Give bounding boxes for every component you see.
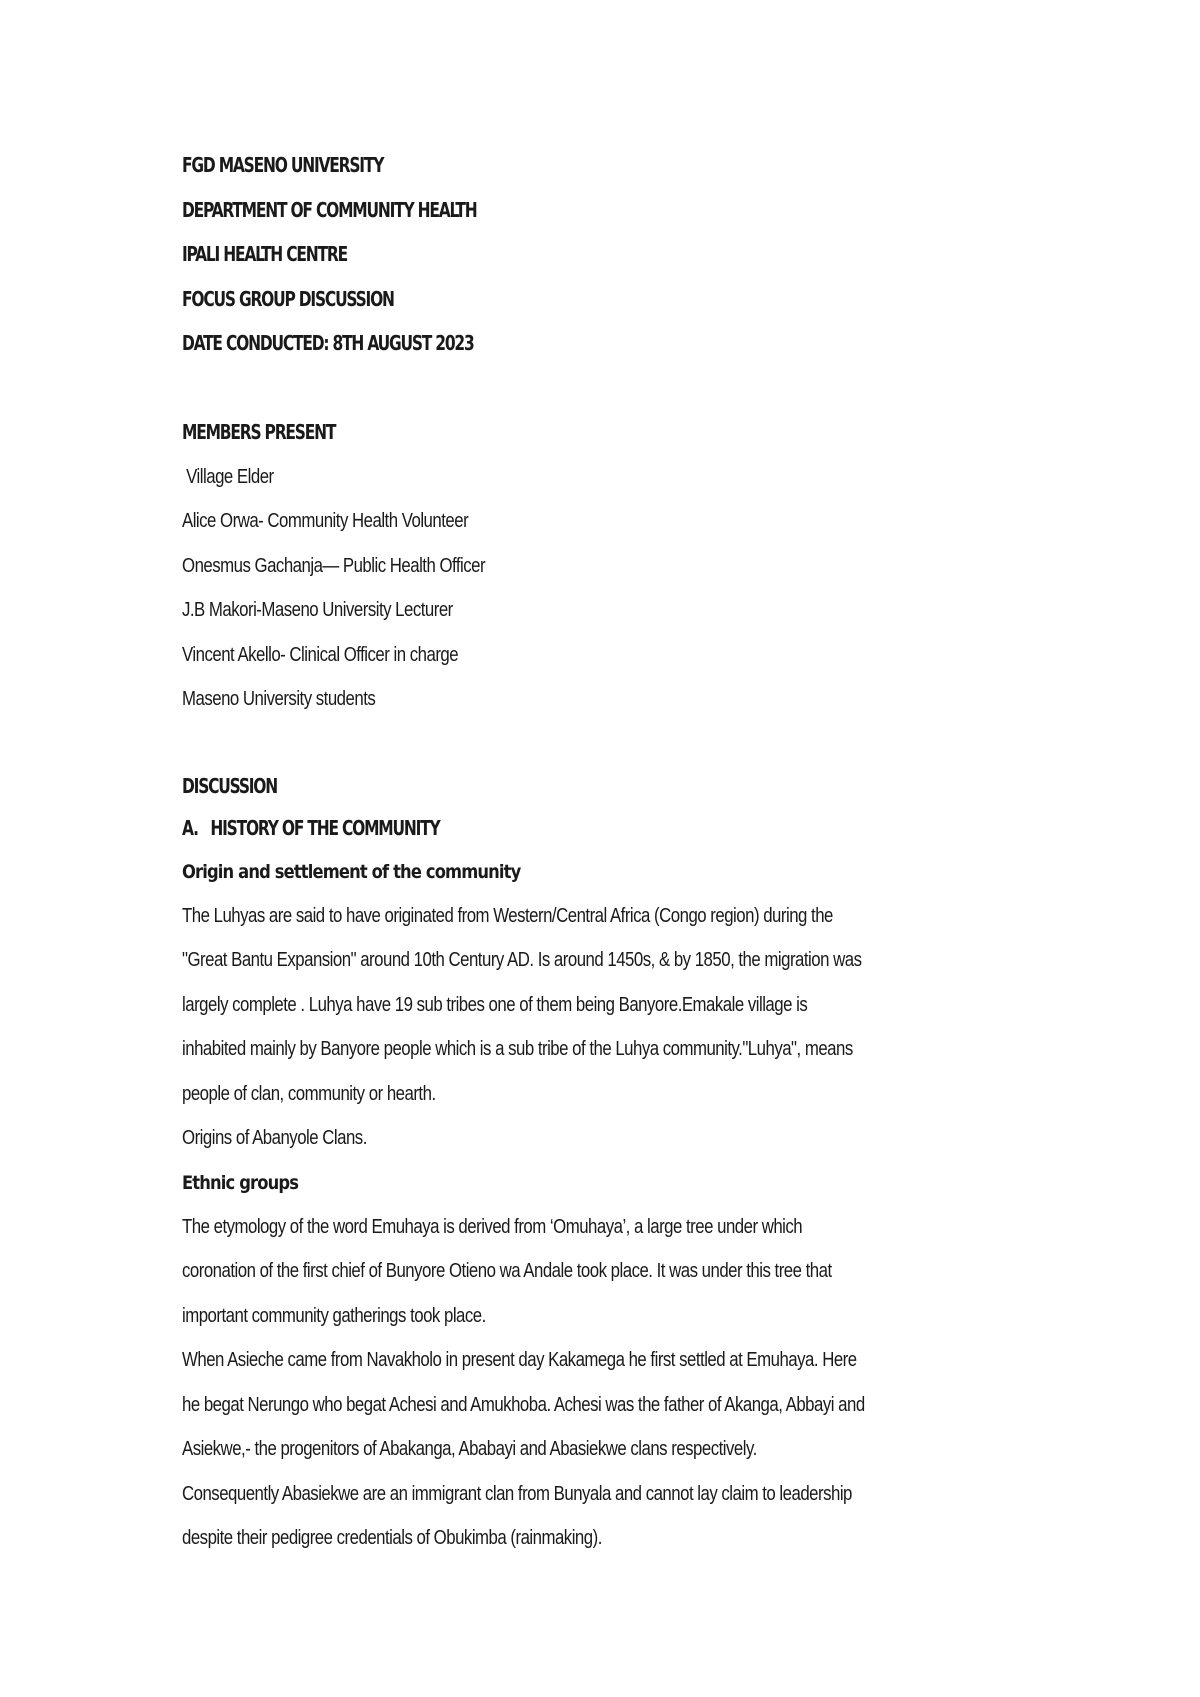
paragraph-line: Origins of Abanyole Clans. bbox=[182, 1127, 367, 1149]
ethnic-subheading: Ethnic groups bbox=[182, 1171, 299, 1194]
paragraph-line: Consequently Abasiekwe are an immigrant clan from Bunyala and cannot lay claim to leadership bbox=[182, 1482, 852, 1505]
member-item: Alice Orwa- Community Health Volunteer bbox=[182, 510, 469, 532]
member-item: Maseno University students bbox=[182, 688, 376, 710]
spacer bbox=[182, 722, 1042, 766]
paragraph-line: The Luhyas are said to have originated from Western/Central Africa (Congo region) during the bbox=[182, 904, 833, 927]
header-line-department: DEPARTMENT OF COMMUNITY HEALTH bbox=[182, 197, 477, 222]
document-content bbox=[182, 143, 1042, 1561]
header-line-university: FGD MASENO UNIVERSITY bbox=[182, 153, 384, 177]
paragraph-line: important community gatherings took place. bbox=[182, 1304, 486, 1327]
section-a-heading bbox=[182, 806, 922, 850]
header-line-discussion-type: FOCUS GROUP DISCUSSION bbox=[182, 286, 394, 311]
header-line-health-centre: IPALI HEALTH CENTRE bbox=[182, 242, 347, 266]
paragraph-line: The etymology of the word Emuhaya is derived from ‘Omuhaya’, a large tree under which bbox=[182, 1215, 803, 1238]
member-item: J.B Makori-Maseno University Lecturer bbox=[182, 599, 453, 621]
paragraph-line: despite their pedigree credentials of Obukimba (rainmaking). bbox=[182, 1527, 602, 1549]
members-title: MEMBERS PRESENT bbox=[182, 420, 336, 444]
paragraph-line: Asiekwe,- the progenitors of Abakanga, Ababayi and Abasiekwe clans respectively. bbox=[182, 1438, 757, 1460]
section-a-title: HISTORY OF THE COMMUNITY bbox=[210, 815, 440, 840]
paragraph-line: coronation of the first chief of Bunyore Otieno wa Andale took place. It was under this tree that bbox=[182, 1260, 832, 1282]
member-item: Village Elder bbox=[182, 465, 274, 488]
header-line-date: DATE CONDUCTED: 8TH AUGUST 2023 bbox=[182, 331, 474, 355]
paragraph-line: people of clan, community or hearth. bbox=[182, 1082, 436, 1105]
origin-subheading: Origin and settlement of the community bbox=[182, 860, 521, 883]
discussion-title: DISCUSSION bbox=[182, 773, 278, 798]
paragraph-line: inhabited mainly by Banyore people which is a sub tribe of the Luhya community."Luhya", means bbox=[182, 1038, 853, 1060]
paragraph-line: "Great Bantu Expansion" around 10th Century AD. Is around 1450s, & by 1850, the migration was bbox=[182, 949, 862, 971]
spacer bbox=[182, 366, 1042, 411]
paragraph-line: he begat Nerungo who begat Achesi and Amukhoba. Achesi was the father of Akanga, Abbayi and bbox=[182, 1393, 865, 1416]
section-a-label: A. bbox=[182, 815, 198, 840]
paragraph-line: largely complete . Luhya have 19 sub tribes one of them being Banyore.Emakale village is bbox=[182, 993, 808, 1016]
member-item: Onesmus Gachanja— Public Health Officer bbox=[182, 554, 486, 577]
member-item: Vincent Akello- Clinical Officer in charge bbox=[182, 643, 459, 666]
paragraph-line: When Asieche came from Navakholo in present day Kakamega he first settled at Emuhaya. Here bbox=[182, 1349, 857, 1371]
